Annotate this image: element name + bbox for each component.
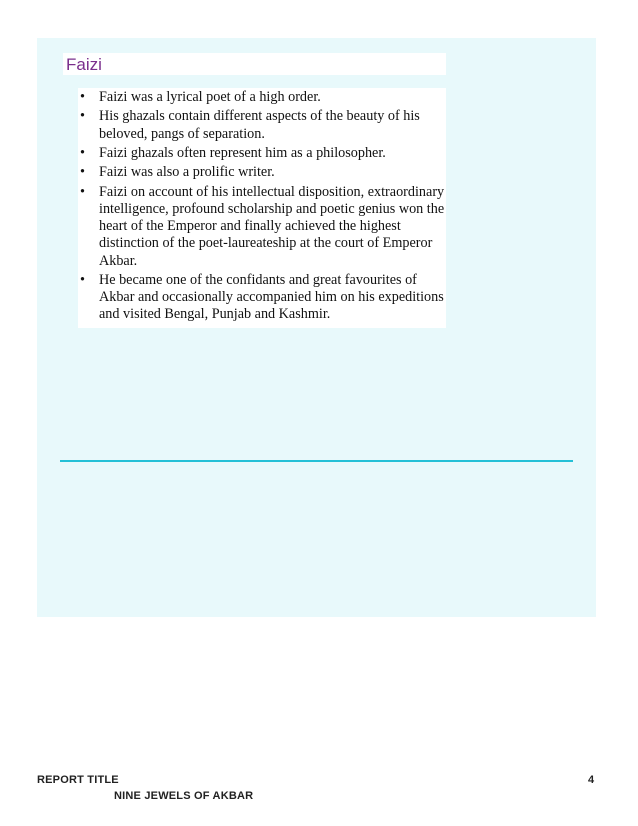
footer-subtitle: NINE JEWELS OF AKBAR bbox=[114, 790, 254, 802]
list-item-text: He became one of the confidants and great favourites of Akbar and occasionally accompanied him on his expeditions and visited Bengal, Punjab and Kashmir. bbox=[99, 271, 444, 323]
list-item bbox=[78, 184, 448, 270]
list-item-text: Faizi on account of his intellectual disposition, extraordinary intelligence, profound scholarship and poetic genius won the heart of the Emperor and finally achieved the highest distinction of the poet-laureateship at the court of Emperor Akbar. bbox=[99, 183, 445, 269]
bullet-icon: • bbox=[80, 144, 85, 161]
list-item-text: His ghazals contain different aspects of the beauty of his beloved, pangs of separation. bbox=[99, 108, 420, 142]
list-item bbox=[78, 89, 448, 106]
bullet-icon: • bbox=[80, 89, 85, 105]
bullet-icon: • bbox=[80, 271, 85, 288]
bullet-icon: • bbox=[80, 108, 85, 125]
list-item bbox=[78, 272, 448, 324]
list-item bbox=[78, 145, 448, 162]
bullet-icon: • bbox=[80, 183, 85, 200]
list-item-text: Faizi ghazals often represent him as a philosopher. bbox=[99, 144, 386, 161]
section-heading: Faizi bbox=[66, 55, 102, 74]
list-item-text: Faizi was a lyrical poet of a high order. bbox=[99, 89, 321, 105]
bullet-icon: • bbox=[80, 164, 85, 181]
heading-box bbox=[63, 53, 446, 75]
footer-report-title: REPORT TITLE bbox=[37, 774, 119, 786]
divider-line bbox=[60, 460, 573, 462]
page-number: 4 bbox=[588, 774, 595, 786]
list-item-text: Faizi was also a prolific writer. bbox=[99, 164, 275, 181]
list-item bbox=[78, 108, 448, 142]
list-item bbox=[78, 164, 448, 181]
bullet-list bbox=[78, 89, 448, 326]
